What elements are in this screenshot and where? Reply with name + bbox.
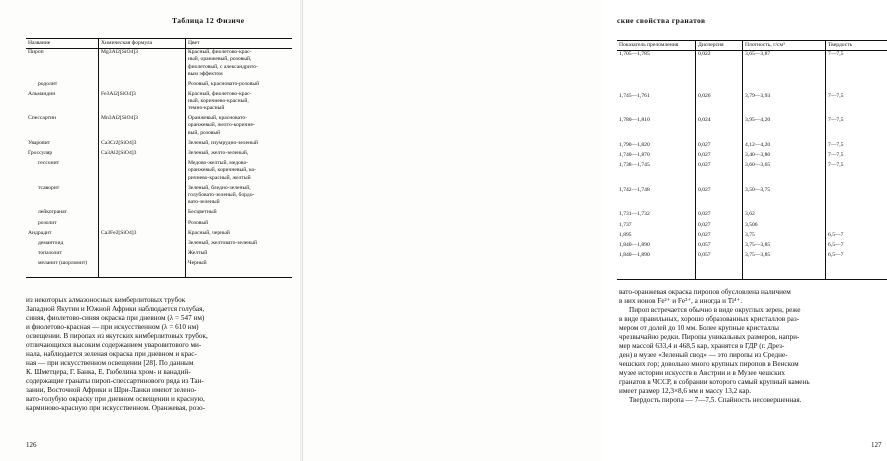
cell-dens: 3,75—3,85 (743, 242, 826, 252)
cell-ri: 1,738—1,745 (619, 162, 650, 169)
cell-color (186, 185, 293, 210)
table-row (617, 142, 887, 152)
text-line: зании, Восточной Африки и Шри-Ланки имеют зелено- (26, 386, 197, 394)
cell-color (186, 150, 293, 160)
table-row (26, 150, 292, 160)
cell-dens: 3,50—3,75 (743, 187, 826, 212)
cell-ri: 1,840—1,890 (619, 252, 650, 259)
color-line: оранжевый, желто-коричне- (188, 122, 255, 129)
text-line: нала, наблюдается зеленая окраска при дневном и крас- (26, 350, 197, 358)
cell-ri: 1,840—1,890 (619, 242, 650, 248)
table-row (26, 185, 292, 210)
cell-ri: 1,742—1,748 (619, 186, 650, 193)
cell-dens: 3,60—3,65 (743, 162, 826, 187)
cell-disp: 0,057 (696, 242, 743, 252)
text-line: ная — при искусственном освещении [28]. По данным (26, 359, 194, 367)
text-line: имеет размер 12,3×8,6 мм и массу 13,2 кар. (619, 387, 752, 395)
cell-hard (826, 222, 887, 232)
color-line: Бесцветный (188, 209, 217, 216)
color-line: вато-зеленый (188, 199, 220, 206)
cell-name: родолит (38, 80, 58, 87)
cell-formula: Mg3Al2[SiO4]3 (99, 49, 186, 81)
color-line: Красный, фиолетово-крас- (188, 90, 252, 97)
table-row (26, 250, 292, 260)
cell-hard: 7—7,5 (826, 117, 887, 142)
text-line: гранатов в ЧССР, в собрании которого самый крупный камень (619, 378, 810, 386)
cell-formula (99, 250, 186, 260)
col-header-formula: Химическая формула (99, 39, 186, 49)
cell-disp: 0,027 (696, 162, 743, 187)
page-number-right: 127 (871, 441, 882, 449)
cell-color (186, 49, 293, 81)
text-line: мер массой 633,4 и 468,5 кар, хранятся в ГДР (г. Дрез- (619, 342, 785, 350)
cell-hard: 7—7,5 (826, 51, 887, 83)
cell-dens (743, 262, 826, 279)
cell-name: Пироп (28, 49, 44, 56)
text-line: чрезвычайно редки. Пиропы уникальных размеров, напри- (619, 333, 800, 341)
table-row (26, 91, 292, 116)
table-row (26, 209, 292, 219)
cell-color (186, 140, 293, 150)
text-line: музее истории искусств в Австрии и в Музее чешских (619, 369, 786, 377)
cell-formula: Ca3Fe2[SiO4]3 (99, 230, 186, 240)
color-line: голубовато-зеленый, бордо- (188, 192, 255, 199)
body-text-left (26, 296, 292, 413)
cell-color (186, 230, 293, 240)
right-page (302, 0, 882, 461)
cell-ri (617, 83, 696, 93)
cell-name: Андрадит (28, 229, 52, 236)
table-row (26, 81, 292, 91)
color-line: Розовый, красновато-розовый (188, 80, 260, 87)
cell-color (186, 240, 293, 250)
text-line: ден) в музее «Зеленый свод» — это пиропы из Средне- (619, 351, 788, 359)
text-line: Твердость пиропа — 7—7,5. Спайность несовершенная. (629, 396, 802, 404)
table-row (617, 211, 887, 221)
page-number-left: 126 (26, 441, 37, 449)
cell-formula (99, 260, 186, 277)
cell-disp: 0,022 (696, 51, 743, 83)
cell-name: Уваровит (28, 139, 51, 146)
table-row (617, 252, 887, 262)
cell-formula (99, 209, 186, 219)
cell-color (186, 160, 293, 185)
cell-hard: 7—7,5 (826, 142, 887, 152)
table-row (26, 230, 292, 240)
table-row (26, 240, 292, 250)
cell-name: лейкогранат (38, 209, 67, 216)
cell-color (186, 220, 293, 230)
table-title-left: Таблица 12 Физиче (172, 16, 245, 25)
table-header-row (617, 41, 887, 51)
col-header-dispersion: Дисперсия (696, 41, 743, 51)
cell-formula (99, 81, 186, 91)
cell-disp: 0,027 (696, 142, 743, 152)
color-line: Оранжевый, красновато- (188, 115, 247, 122)
cell-ri: 1,731—1,732 (619, 211, 650, 218)
color-line: Зеленый, изумрудно-зеленый (188, 139, 258, 146)
cell-color (186, 260, 293, 277)
cell-hard (826, 83, 887, 93)
cell-name: розолит (38, 219, 57, 226)
cell-dens: 3,75—3,85 (743, 252, 826, 262)
cell-disp: 0,027 (696, 211, 743, 221)
table-row (617, 222, 887, 232)
cell-disp: 0,027 (696, 232, 743, 242)
cell-ri: 1,737 (619, 221, 632, 228)
cell-hard: 7—7,5 (826, 152, 887, 162)
cell-dens: 3,75 (743, 232, 826, 242)
text-line: синяя, фиолетово-синяя окраска при дневном (λ = 547 нм) (26, 314, 205, 322)
table-row (617, 187, 887, 212)
cell-hard: 6,5—7 (826, 242, 887, 252)
color-line: фиолетовый, с александрито- (188, 63, 258, 70)
cell-dens (743, 83, 826, 93)
cell-name: меланит (шорломит) (26, 260, 99, 277)
table-row (26, 220, 292, 230)
cell-name: Альмандин (28, 90, 56, 97)
cell-formula: Mn3Al2[SiO4]3 (99, 115, 186, 140)
body-text-right (619, 288, 887, 405)
color-line: Зеленый, желто-зеленый, (188, 150, 249, 157)
cell-color (186, 81, 293, 91)
text-line: мером от долей до 10 мм. Более крупные кристаллы (619, 324, 779, 332)
table-row (26, 115, 292, 140)
color-line: Черный (188, 260, 207, 267)
cell-formula: Ca3Cr2[SiO4]3 (99, 140, 186, 150)
table-row (26, 49, 292, 81)
color-line: Красный, черный (188, 229, 230, 236)
col-header-color: Цвет (186, 39, 293, 49)
cell-hard: 6,5—7 (826, 232, 887, 242)
text-line: К. Шметцера, Г. Банка, Е. Гюбелина хром- и ванадий- (26, 368, 191, 376)
color-line: Красный, фиолетово-крас- (188, 49, 252, 56)
color-line: ный, коричнево-красный, (188, 97, 249, 104)
cell-dens: 3,65—3,87 (743, 51, 826, 83)
color-line: ный, оранжевый, розовый, (188, 56, 252, 63)
col-header-refraction: Показатель преломления (617, 41, 696, 51)
text-line: Пироп встречается обычно в виде округлых зерен, реже (629, 306, 801, 314)
cell-name: тсаворит (38, 184, 60, 191)
garnet-table-right (617, 40, 887, 280)
color-line: Медово-желтый, медово- (188, 160, 249, 167)
color-line: вый, розовый (188, 129, 221, 136)
cell-formula (99, 240, 186, 250)
cell-dens: 3,40—3,80 (743, 152, 826, 162)
cell-color (186, 115, 293, 140)
color-line: оранжевый, коричневый, ко- (188, 167, 257, 174)
cell-ri: 1,790—1,820 (619, 141, 650, 148)
table-row (617, 242, 887, 252)
table-row (617, 262, 887, 279)
cell-formula: Fe3Al2[SiO4]3 (99, 91, 186, 116)
table-row (26, 260, 292, 277)
cell-name: топазолит (38, 250, 62, 257)
cell-ri: 1,740—1,870 (619, 152, 650, 159)
cell-ri (617, 262, 696, 279)
cell-hard: 7—7,5 (826, 93, 887, 118)
color-line: Желтый (188, 250, 208, 257)
cell-dens: 3,79—3,93 (743, 93, 826, 118)
cell-name: демантоид (38, 240, 64, 246)
cell-color (186, 250, 293, 260)
cell-hard (826, 262, 887, 279)
table-row (617, 83, 887, 93)
table-row (26, 140, 292, 150)
text-line: и фиолетово-красная — при искусственном (λ = 610 нм) (26, 323, 199, 331)
cell-name: Гроссуляр (28, 150, 53, 157)
cell-formula: Ca3Al2[SiO4]3 (99, 150, 186, 160)
text-line: из некоторых алмазоносных кимберлитовых трубок (26, 296, 186, 304)
table-row (617, 51, 887, 83)
text-line: вато-оранжевая окраска пиропов обусловлена наличием (619, 288, 791, 296)
cell-disp: 0,027 (696, 222, 743, 232)
table-row (617, 117, 887, 142)
text-line: чешских гор; довольно много крупных пиропов в Венском (619, 360, 799, 368)
cell-disp: 0,057 (696, 252, 743, 262)
table-row (617, 152, 887, 162)
cell-dens: 3,62 (743, 211, 826, 221)
color-line: ричнево-красный, желтый (188, 174, 251, 181)
cell-disp (696, 262, 743, 279)
color-line: Зеленый, бледно-зеленый, (188, 184, 251, 191)
text-line: карминово-красную при искусственном. Оранжевая, розо- (26, 404, 205, 412)
cell-hard (826, 187, 887, 212)
cell-color (186, 209, 293, 219)
cell-hard: 7—7,5 (826, 162, 887, 187)
text-line: освещении. В пиропах из якутских кимберлитовых трубок, (26, 332, 208, 340)
cell-ri: 1,895 (619, 231, 632, 238)
color-line: темно-красный (188, 105, 225, 112)
table-row (617, 93, 887, 118)
col-header-name: Название (26, 39, 99, 49)
cell-formula (99, 220, 186, 230)
left-page (0, 0, 302, 461)
cell-dens: 4,12—4,20 (743, 142, 826, 152)
cell-name: гессонит (38, 160, 60, 167)
cell-disp (696, 83, 743, 93)
table-row (617, 162, 887, 187)
cell-color (186, 91, 293, 116)
cell-disp: 0,024 (696, 117, 743, 142)
col-header-hardness: Твердость (826, 41, 887, 51)
table-title-right: ские свойства гранатов (617, 16, 706, 25)
color-line: Розовый (188, 219, 209, 226)
cell-disp: 0,027 (696, 187, 743, 212)
cell-dens: 3,506 (743, 222, 826, 232)
text-line: отличающихся высоким содержанием уваровитового ми- (26, 341, 202, 349)
cell-hard: 6,5—7 (826, 252, 887, 262)
cell-disp: 0,026 (696, 93, 743, 118)
cell-formula (99, 185, 186, 210)
col-header-density: Плотность, г/см³ (743, 41, 826, 51)
text-line: в виде правильных, хорошо образованных кристаллов раз- (619, 315, 800, 323)
cell-disp: 0,027 (696, 152, 743, 162)
cell-formula (99, 160, 186, 185)
cell-hard (826, 211, 887, 221)
table-row (617, 232, 887, 242)
cell-ri: 1,780—1,810 (619, 117, 650, 124)
cell-name: Спессартин (28, 115, 57, 122)
cell-ri: 1,705—1,785 (619, 51, 650, 58)
table-row (26, 160, 292, 185)
color-line: Зеленый, желтовато-зеленый (188, 240, 257, 246)
color-line: вым эффектом (188, 70, 223, 77)
text-line: содержащие гранаты пироп-спессартинового ряда из Тан- (26, 377, 204, 385)
table-header-row (26, 39, 292, 49)
cell-dens: 3,95—4,20 (743, 117, 826, 142)
text-line: в них ионов Fe²⁺ и Fe³⁺, а иногда и Ti⁴⁺. (619, 297, 743, 305)
garnet-table-left (26, 38, 292, 278)
text-line: Западной Якутии и Южной Африки наблюдается голубая, (26, 305, 205, 313)
text-line: вато-голубую окраску при дневном освещении и красную, (26, 395, 205, 403)
cell-ri: 1,745—1,761 (619, 92, 650, 99)
